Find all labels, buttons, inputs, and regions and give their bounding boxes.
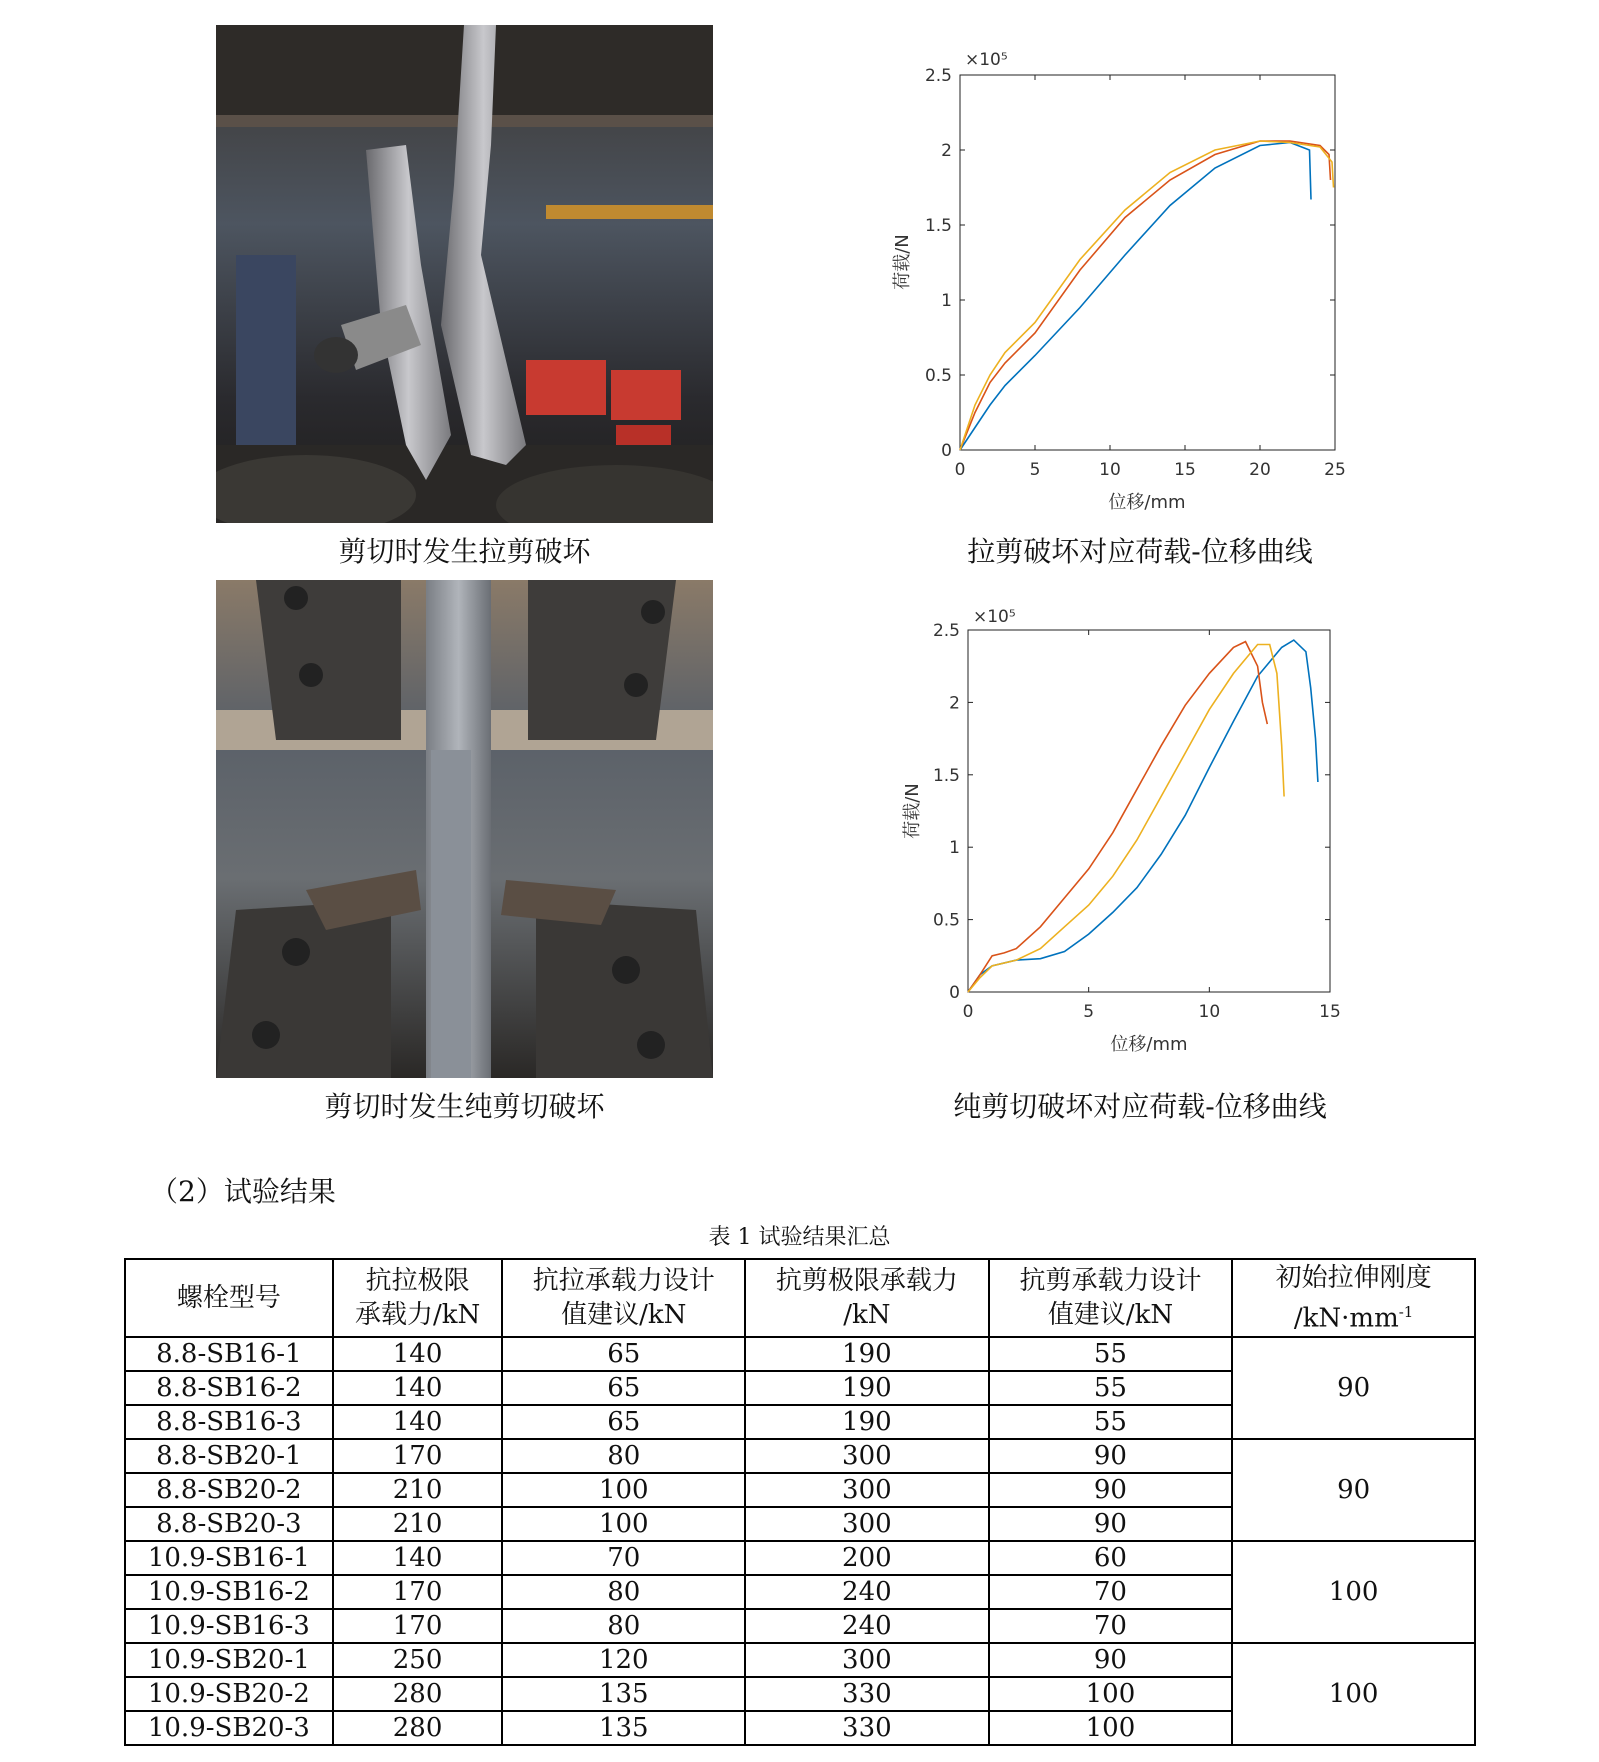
- table-cell: 90: [989, 1643, 1233, 1677]
- table-header-row: [125, 1259, 1475, 1337]
- cell-bolt-type: 8.8-SB16-1: [125, 1337, 333, 1371]
- table-cell: 210: [333, 1473, 503, 1507]
- table-cell: 140: [333, 1337, 503, 1371]
- cell-bolt-type: 10.9-SB16-1: [125, 1541, 333, 1575]
- cell-initial-stiffness: 90: [1232, 1439, 1475, 1541]
- table-cell: 100: [989, 1677, 1233, 1711]
- cell-bolt-type: 8.8-SB16-3: [125, 1405, 333, 1439]
- y-tick-label: 1.5: [932, 765, 960, 786]
- table-cell: 65: [502, 1405, 745, 1439]
- cell-bolt-type: 8.8-SB20-2: [125, 1473, 333, 1507]
- chart-1-multiplier: ×10⁵: [965, 50, 1008, 70]
- cell-bolt-type: 8.8-SB16-2: [125, 1371, 333, 1405]
- table-cell: 190: [745, 1405, 989, 1439]
- cell-initial-stiffness: 100: [1232, 1541, 1475, 1643]
- x-tick-label: 10: [1198, 1002, 1221, 1022]
- table-cell: 280: [333, 1711, 503, 1745]
- photo-1-caption: 剪切时发生拉剪破坏: [338, 535, 591, 568]
- x-tick-label: 5: [1029, 460, 1041, 480]
- header-bolt-type: 螺栓型号: [125, 1259, 333, 1337]
- y-tick-label: 0: [941, 441, 952, 461]
- table-cell: 55: [989, 1371, 1233, 1405]
- table-cell: 80: [502, 1439, 745, 1473]
- table-cell: 90: [989, 1439, 1233, 1473]
- table-cell: 170: [333, 1439, 503, 1473]
- x-tick-label: 0: [962, 1002, 974, 1022]
- y-tick-label: 1.5: [924, 216, 952, 236]
- table-cell: 55: [989, 1405, 1233, 1439]
- table-cell: 65: [502, 1337, 745, 1371]
- chart-2-caption: 纯剪切破坏对应荷载-位移曲线: [953, 1090, 1327, 1123]
- table-row: [125, 1541, 1475, 1575]
- chart-1-ylabel: 荷载/N: [892, 234, 913, 290]
- table-cell: 100: [989, 1711, 1233, 1745]
- table-cell: 190: [745, 1337, 989, 1371]
- header-shear-ultimate: 抗剪极限承载力 /kN: [745, 1259, 989, 1337]
- y-tick-label: 1: [949, 838, 960, 859]
- cell-bolt-type: 10.9-SB20-3: [125, 1711, 333, 1745]
- table-cell: 300: [745, 1507, 989, 1541]
- section-heading: （2）试验结果: [150, 1175, 336, 1208]
- y-tick-label: 1: [941, 291, 952, 311]
- chart-1-plot-area: [960, 75, 1335, 450]
- table-cell: 100: [502, 1473, 745, 1507]
- table-row: [125, 1439, 1475, 1473]
- photo-2-caption: 剪切时发生纯剪切破坏: [324, 1090, 605, 1123]
- chart-1-xlabel: 位移/mm: [1108, 492, 1186, 513]
- y-tick-label: 2.5: [924, 66, 952, 86]
- cell-bolt-type: 10.9-SB20-2: [125, 1677, 333, 1711]
- chart-2-xlabel: 位移/mm: [1110, 1034, 1188, 1055]
- chart-1-caption: 拉剪破坏对应荷载-位移曲线: [967, 535, 1313, 568]
- chart-2-ylabel: 荷载/N: [902, 783, 923, 839]
- x-tick-label: 25: [1324, 460, 1346, 480]
- table-cell: 300: [745, 1473, 989, 1507]
- table-cell: 70: [989, 1575, 1233, 1609]
- table-cell: 170: [333, 1575, 503, 1609]
- table-cell: 140: [333, 1371, 503, 1405]
- table-row: [125, 1643, 1475, 1677]
- table-cell: 240: [745, 1575, 989, 1609]
- header-tensile-ultimate: 抗拉极限 承载力/kN: [333, 1259, 503, 1337]
- table-cell: 70: [989, 1609, 1233, 1643]
- cell-bolt-type: 10.9-SB16-3: [125, 1609, 333, 1643]
- table-cell: 55: [989, 1337, 1233, 1371]
- table-cell: 135: [502, 1677, 745, 1711]
- table-cell: 210: [333, 1507, 503, 1541]
- chart-2-multiplier: ×10⁵: [973, 607, 1016, 627]
- y-tick-label: 0.5: [932, 910, 960, 931]
- x-tick-label: 15: [1319, 1002, 1341, 1022]
- table-cell: 120: [502, 1643, 745, 1677]
- table-cell: 140: [333, 1405, 503, 1439]
- cell-bolt-type: 8.8-SB20-3: [125, 1507, 333, 1541]
- chart-2-plot-area: [968, 630, 1330, 992]
- table-cell: 240: [745, 1609, 989, 1643]
- table-cell: 140: [333, 1541, 503, 1575]
- table-cell: 170: [333, 1609, 503, 1643]
- table-cell: 90: [989, 1507, 1233, 1541]
- table-cell: 90: [989, 1473, 1233, 1507]
- table-cell: 300: [745, 1643, 989, 1677]
- x-tick-label: 20: [1249, 460, 1271, 480]
- x-tick-label: 0: [954, 460, 966, 480]
- table-caption: 表 1 试验结果汇总: [708, 1225, 891, 1250]
- table-cell: 80: [502, 1575, 745, 1609]
- x-tick-label: 15: [1174, 460, 1196, 480]
- header-shear-design: 抗剪承载力设计 值建议/kN: [989, 1259, 1233, 1337]
- y-tick-label: 2: [941, 141, 952, 161]
- photo-pure-shear-failure: [216, 580, 713, 1078]
- chart-tension-shear-load-displacement: [880, 40, 1360, 520]
- table-cell: 190: [745, 1371, 989, 1405]
- y-tick-label: 0: [949, 983, 960, 1003]
- table-cell: 135: [502, 1711, 745, 1745]
- x-tick-label: 10: [1099, 460, 1121, 480]
- cell-bolt-type: 10.9-SB20-1: [125, 1643, 333, 1677]
- y-tick-label: 0.5: [924, 366, 952, 386]
- photo-tension-shear-failure: [216, 25, 713, 523]
- table-cell: 80: [502, 1609, 745, 1643]
- table-cell: 100: [502, 1507, 745, 1541]
- cell-bolt-type: 8.8-SB20-1: [125, 1439, 333, 1473]
- y-tick-label: 2: [949, 693, 960, 714]
- table-cell: 60: [989, 1541, 1233, 1575]
- table-cell: 300: [745, 1439, 989, 1473]
- table-cell: 200: [745, 1541, 989, 1575]
- table-cell: 280: [333, 1677, 503, 1711]
- table-cell: 250: [333, 1643, 503, 1677]
- cell-initial-stiffness: 90: [1232, 1337, 1475, 1439]
- y-tick-label: 2.5: [932, 621, 960, 641]
- header-initial-stiffness: 初始拉伸刚度 $/kN\cdot mm^{-1}$: [1232, 1259, 1475, 1337]
- results-table: [124, 1258, 1476, 1746]
- table-cell: 330: [745, 1677, 989, 1711]
- table-cell: 65: [502, 1371, 745, 1405]
- cell-bolt-type: 10.9-SB16-2: [125, 1575, 333, 1609]
- chart-pure-shear-load-displacement: [880, 600, 1360, 1070]
- table-cell: 330: [745, 1711, 989, 1745]
- table-row: [125, 1337, 1475, 1371]
- table-cell: 70: [502, 1541, 745, 1575]
- header-tensile-design: 抗拉承载力设计 值建议/kN: [502, 1259, 745, 1337]
- cell-initial-stiffness: 100: [1232, 1643, 1475, 1745]
- x-tick-label: 5: [1083, 1002, 1095, 1022]
